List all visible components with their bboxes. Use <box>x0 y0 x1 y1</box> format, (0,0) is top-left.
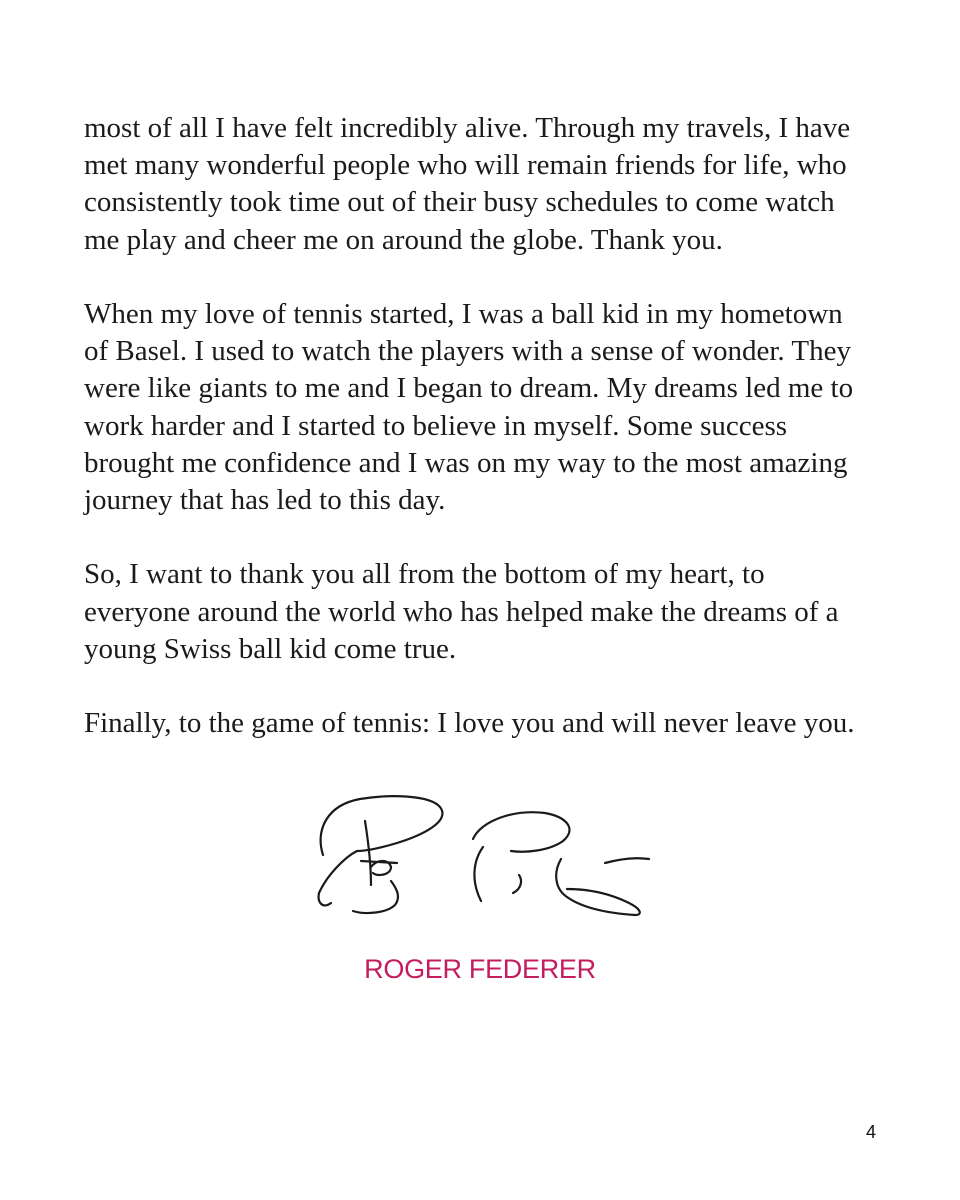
text-line: of Basel. I used to watch the players with a sense of wonder. They <box>84 335 851 368</box>
paragraph-4 <box>84 705 884 742</box>
text-line: brought me confidence and I was on my way to the most amazing <box>84 446 848 479</box>
text-line: When my love of tennis started, I was a ball kid in my hometown <box>84 298 843 330</box>
text-line: met many wonderful people who will remain friends for life, who <box>84 149 847 182</box>
letter-body <box>84 110 884 780</box>
text-line: me play and cheer me on around the globe. Thank you. <box>84 223 723 256</box>
signature-icon <box>305 785 655 935</box>
text-line: were like giants to me and I began to dream. My dreams led me to <box>84 372 854 405</box>
text-line: most of all I have felt incredibly alive. Through my travels, I have <box>84 112 851 144</box>
text-line: So, I want to thank you all from the bottom of my heart, to <box>84 558 765 591</box>
text-line: consistently took time out of their busy schedules to come watch <box>84 186 835 219</box>
text-line: Finally, to the game of tennis: I love you and will never leave you. <box>84 707 855 740</box>
text-line: journey that has led to this day. <box>84 484 446 517</box>
signer-name: ROGER FEDERER <box>364 954 596 984</box>
text-line: young Swiss ball kid come true. <box>84 632 457 665</box>
paragraph-1 <box>84 110 884 259</box>
paragraph-3 <box>84 556 884 668</box>
text-line: work harder and I started to believe in myself. Some success <box>84 409 788 442</box>
text-line: everyone around the world who has helped make the dreams of a <box>84 595 839 628</box>
paragraph-2 <box>84 296 884 519</box>
page-number: 4 <box>865 1122 876 1142</box>
